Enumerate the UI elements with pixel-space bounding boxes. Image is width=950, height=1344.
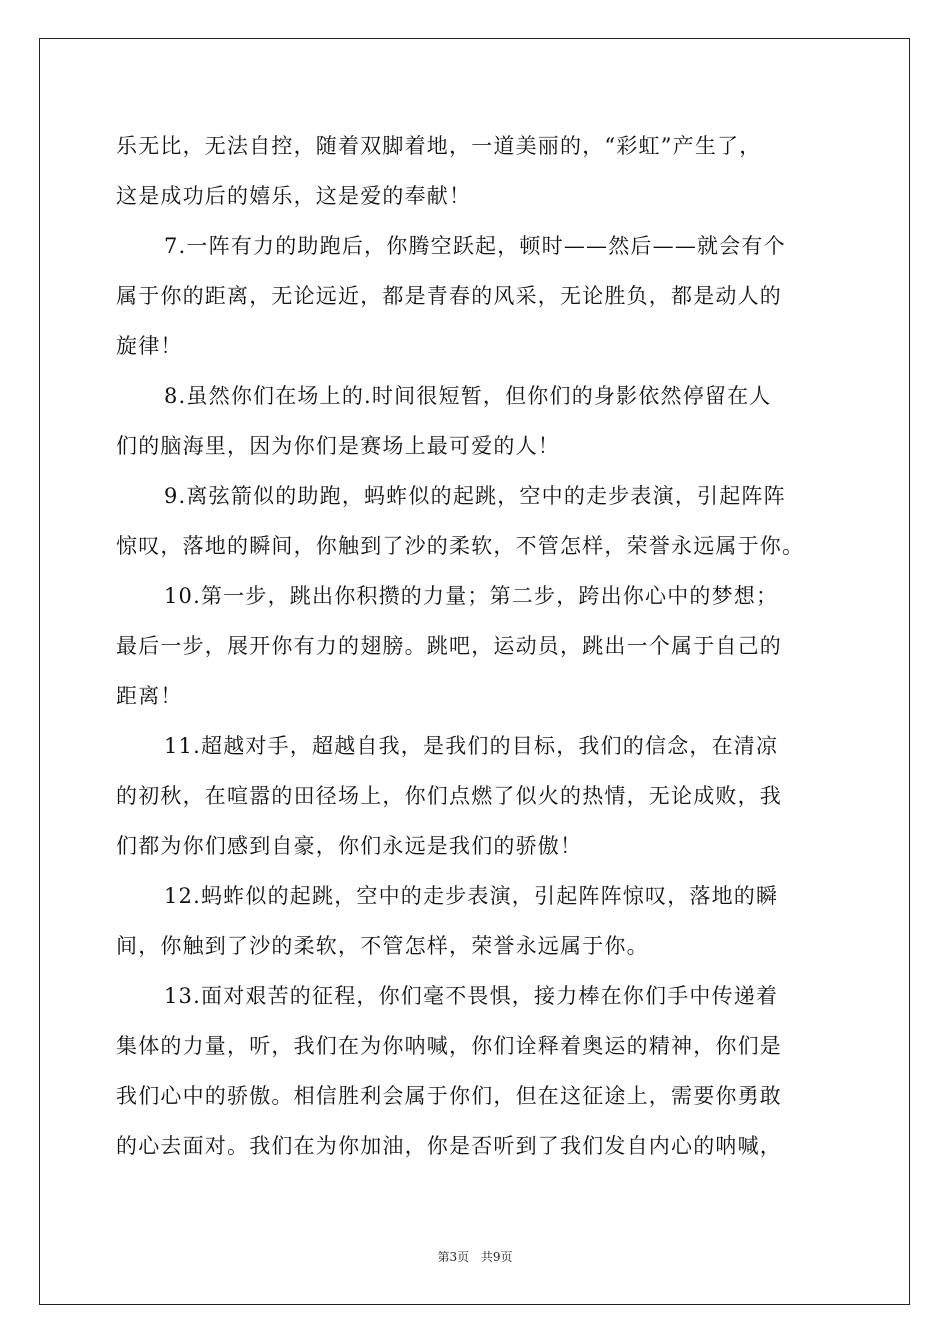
text-line: 的心去面对。我们在为你加油，你是否听到了我们发自内心的呐喊， [116,1134,782,1158]
text-line: 惊叹，落地的瞬间，你触到了沙的柔软，不管怎样，荣誉永远属于你。 [116,534,805,558]
text-line: 属于你的距离，无论远近，都是青春的风采，无论胜负，都是动人的 [116,284,782,308]
paragraph-9-start: 9.离弦箭似的助跑，蚂蚱似的起跳，空中的走步表演，引起阵阵 [164,484,786,508]
text-line: 旋律！ [116,334,183,358]
text-line: 的初秋，在喧嚣的田径场上，你们点燃了似火的热情，无论成败，我 [116,784,782,808]
paragraph-12-start: 12.蚂蚱似的起跳，空中的走步表演，引起阵阵惊叹，落地的瞬 [164,884,779,908]
paragraph-10-start: 10.第一步，跳出你积攒的力量；第二步，跨出你心中的梦想； [164,584,779,608]
current-page-number: 第3页 [437,1250,470,1264]
text-line: 们都为你们感到自豪，你们永远是我们的骄傲！ [116,834,583,858]
text-line: 这是成功后的嬉乐，这是爱的奉献！ [116,184,472,208]
text-line: 我们心中的骄傲。相信胜利会属于你们，但在这征途上，需要你勇敢 [116,1084,782,1108]
paragraph-13-start: 13.面对艰苦的征程，你们毫不畏惧，接力棒在你们手中传递着 [164,984,779,1008]
text-line: 乐无比，无法自控，随着双脚着地，一道美丽的，“彩虹”产生了， [116,134,762,158]
total-page-count: 共9页 [480,1250,513,1264]
text-line: 距离！ [116,684,183,708]
page-footer [0,1248,950,1266]
paragraph-8-start: 8.虽然你们在场上的.时间很短暂，但你们的身影依然停留在人 [164,384,772,408]
text-line: 间，你触到了沙的柔软，不管怎样，荣誉永远属于你。 [116,934,649,958]
document-body [116,128,838,1178]
paragraph-7-start: 7.一阵有力的助跑后，你腾空跃起，顿时——然后——就会有个 [164,234,786,258]
text-line: 们的脑海里，因为你们是赛场上最可爱的人！ [116,434,560,458]
text-line: 最后一步，展开你有力的翅膀。跳吧，运动员，跳出一个属于自己的 [116,634,782,658]
text-line: 集体的力量，听，我们在为你呐喊，你们诠释着奥运的精神，你们是 [116,1034,782,1058]
paragraph-11-start: 11.超越对手，超越自我，是我们的目标，我们的信念，在清凉 [164,734,779,758]
